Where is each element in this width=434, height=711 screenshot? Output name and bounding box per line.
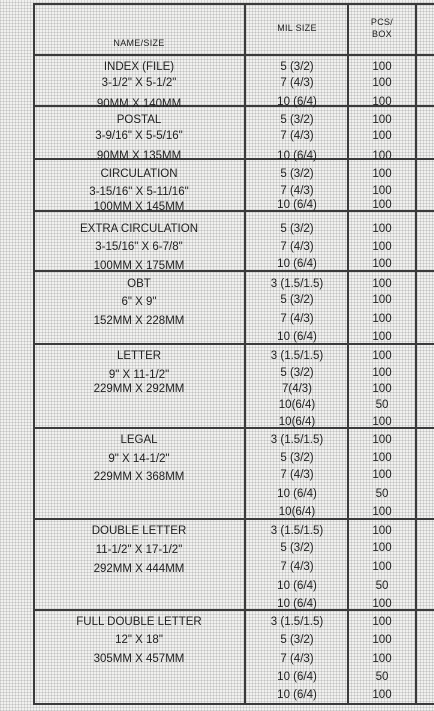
pcs-per-box-value: 100 <box>372 61 392 73</box>
mil-size-value: 5 (3/2) <box>280 542 314 554</box>
pcs-per-box-value: 100 <box>372 168 392 180</box>
envelope-name: CIRCULATION <box>100 168 178 180</box>
mil-size-value: 5 (3/2) <box>280 634 314 646</box>
mil-size-value: 10 (6/4) <box>277 258 317 270</box>
pcs-per-box-value: 100 <box>372 416 392 428</box>
mil-size-value: 10 (6/4) <box>277 598 317 610</box>
envelope-size: 100MM X 175MM <box>93 260 185 272</box>
mil-size-value: 3 (1.5/1.5) <box>270 616 324 628</box>
envelope-size: 11-1/2" X 17-1/2" <box>95 544 183 556</box>
pcs-per-box-value: 100 <box>372 199 392 211</box>
pcs-per-box-value: 50 <box>375 671 389 683</box>
envelope-name: INDEX (FILE) <box>103 61 175 73</box>
pcs-per-box-value: 100 <box>372 525 392 537</box>
mil-size-value: 7 (4/3) <box>280 185 314 197</box>
pcs-per-box-value: 100 <box>372 77 392 89</box>
mil-size-value: 5 (3/2) <box>280 452 314 464</box>
pcs-per-box-value: 100 <box>372 150 392 162</box>
header-name-size: NAME/SIZE <box>113 38 165 48</box>
mil-size-value: 10(6/4) <box>278 399 316 411</box>
pcs-per-box-value: 100 <box>372 561 392 573</box>
envelope-size: 12" X 18" <box>115 634 163 646</box>
pcs-per-box-value: 100 <box>372 634 392 646</box>
mil-size-value: 5 (3/2) <box>280 61 314 73</box>
envelope-name: POSTAL <box>116 114 162 126</box>
envelope-size: 292MM X 444MM <box>93 563 185 575</box>
envelope-name: LEGAL <box>120 434 158 446</box>
mil-size-value: 10(6/4) <box>278 506 316 518</box>
header-mil-size: MIL SIZE <box>277 23 317 33</box>
pcs-per-box-value: 100 <box>372 434 392 446</box>
pcs-per-box-value: 100 <box>372 598 392 610</box>
pcs-per-box-value: 100 <box>372 689 392 701</box>
pcs-per-box-value: 100 <box>372 313 392 325</box>
mil-size-value: 7 (4/3) <box>280 653 314 665</box>
pcs-per-box-value: 100 <box>372 331 392 343</box>
pcs-per-box-value: 100 <box>372 653 392 665</box>
mil-size-value: 10 (6/4) <box>277 150 317 162</box>
envelope-size: 6" X 9" <box>121 296 157 308</box>
envelope-size: 3-1/2" X 5-1/2" <box>101 77 177 89</box>
mil-size-value: 10 (6/4) <box>277 199 317 211</box>
mil-size-value: 10 (6/4) <box>277 96 317 108</box>
pcs-per-box-value: 100 <box>372 130 392 142</box>
pcs-per-box-value: 100 <box>372 506 392 518</box>
envelope-size: 229MM X 368MM <box>93 471 185 483</box>
envelope-name: LETTER <box>116 350 162 362</box>
pcs-per-box-value: 100 <box>372 241 392 253</box>
mil-size-value: 7 (4/3) <box>280 130 314 142</box>
envelope-size: 3-15/16" X 5-11/16" <box>89 186 189 198</box>
header-bottom-border <box>33 54 434 56</box>
envelope-size: 3-15/16" X 6-7/8" <box>95 241 183 253</box>
mil-size-value: 7 (4/3) <box>280 77 314 89</box>
envelope-size: 152MM X 228MM <box>93 315 185 327</box>
envelope-size: 90MM X 135MM <box>96 150 182 162</box>
pcs-per-box-value: 100 <box>372 223 392 235</box>
mil-size-value: 10 (6/4) <box>277 671 317 683</box>
mil-size-value: 3 (1.5/1.5) <box>270 350 324 362</box>
column-divider-pcs-right <box>415 3 417 703</box>
envelope-size: 9" X 14-1/2" <box>108 453 170 465</box>
pcs-per-box-value: 100 <box>372 383 392 395</box>
mil-size-value: 3 (1.5/1.5) <box>270 434 324 446</box>
row-group-border <box>33 703 434 705</box>
pcs-per-box-value: 100 <box>372 350 392 362</box>
mil-size-value: 5 (3/2) <box>280 367 314 379</box>
table-top-border <box>33 3 434 5</box>
envelope-size: 305MM X 457MM <box>93 653 185 665</box>
price-table <box>33 3 434 703</box>
pcs-per-box-value: 100 <box>372 114 392 126</box>
column-divider-name-mil <box>244 3 246 703</box>
envelope-size: 90MM X 140MM <box>96 98 182 110</box>
envelope-name: DOUBLE LETTER <box>91 525 187 537</box>
pcs-per-box-value: 100 <box>372 278 392 290</box>
mil-size-value: 3 (1.5/1.5) <box>270 278 324 290</box>
pcs-per-box-value: 100 <box>372 469 392 481</box>
mil-size-value: 3 (1.5/1.5) <box>270 525 324 537</box>
mil-size-value: 7 (4/3) <box>280 469 314 481</box>
pcs-per-box-value: 100 <box>372 96 392 108</box>
mil-size-value: 10(6/4) <box>278 416 316 428</box>
mil-size-value: 5 (3/2) <box>280 114 314 126</box>
mil-size-value: 7 (4/3) <box>280 561 314 573</box>
mil-size-value: 7 (4/3) <box>280 241 314 253</box>
envelope-size: 100MM X 145MM <box>93 201 185 213</box>
mil-size-value: 5 (3/2) <box>280 294 314 306</box>
mil-size-value: 10 (6/4) <box>277 689 317 701</box>
pcs-per-box-value: 50 <box>375 399 389 411</box>
mil-size-value: 5 (3/2) <box>280 168 314 180</box>
header-pcs-box: PCS/ BOX <box>370 17 394 39</box>
envelope-size: 229MM X 292MM <box>93 383 185 395</box>
pcs-per-box-value: 100 <box>372 452 392 464</box>
pcs-per-box-value: 100 <box>372 258 392 270</box>
pcs-per-box-value: 100 <box>372 616 392 628</box>
pcs-per-box-value: 100 <box>372 294 392 306</box>
envelope-name: FULL DOUBLE LETTER <box>76 616 202 628</box>
pcs-per-box-value: 100 <box>372 185 392 197</box>
mil-size-value: 10 (6/4) <box>277 488 317 500</box>
envelope-size: 3-9/16" X 5-5/16" <box>95 130 183 142</box>
mil-size-value: 7 (4/3) <box>280 313 314 325</box>
mil-size-value: 10 (6/4) <box>277 580 317 592</box>
mil-size-value: 7(4/3) <box>281 383 313 395</box>
envelope-size: 9" X 11-1/2" <box>108 369 170 381</box>
mil-size-value: 10 (6/4) <box>277 331 317 343</box>
pcs-per-box-value: 50 <box>375 580 389 592</box>
pcs-per-box-value: 100 <box>372 542 392 554</box>
pcs-per-box-value: 50 <box>375 488 389 500</box>
envelope-name: EXTRA CIRCULATION <box>80 223 198 235</box>
mil-size-value: 5 (3/2) <box>280 223 314 235</box>
pcs-per-box-value: 100 <box>372 367 392 379</box>
envelope-name: OBT <box>127 278 151 290</box>
